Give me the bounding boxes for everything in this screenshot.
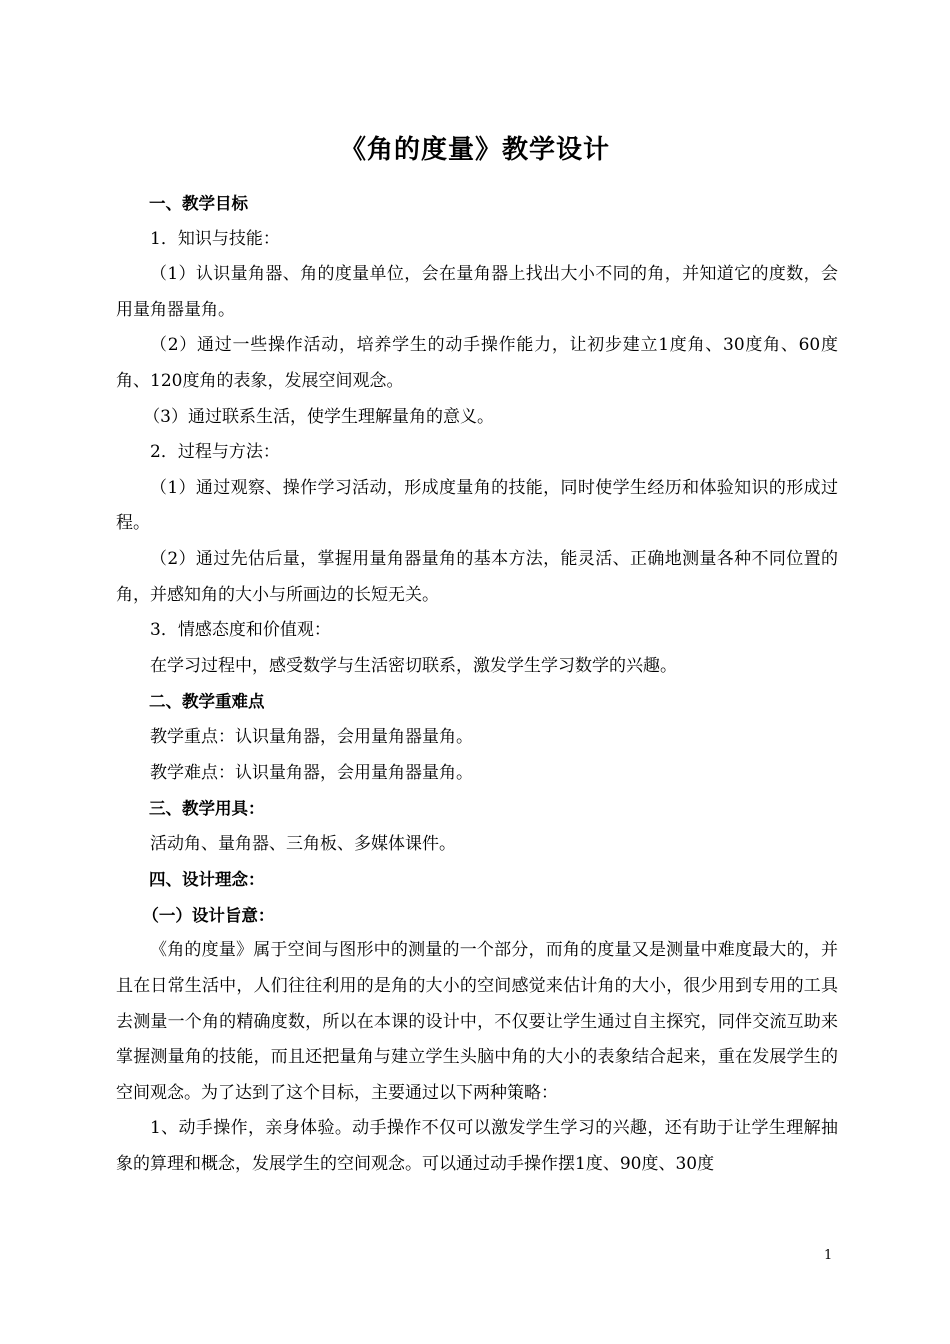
paragraph: （3）通过联系生活，使学生理解量角的意义。 <box>143 406 495 427</box>
section-heading-objectives: 一、教学目标 <box>149 194 248 213</box>
subheading-attitude-values: 3．情感态度和价值观： <box>150 620 331 641</box>
paragraph: （1）通过观察、操作学习活动，形成度量角的技能，同时使学生经历和体验知识的形成过程。 <box>116 477 838 534</box>
subheading-knowledge-skills: 1．知识与技能： <box>150 228 280 249</box>
paragraph: （1）认识量角器、角的度量单位，会在量角器上找出大小不同的角，并知道它的度数，会用量角器量角。 <box>116 264 838 320</box>
paragraph: 1、动手操作，亲身体验。动手操作不仅可以激发学生学习的兴趣，还有助于让学生理解抽象的算理和概念，发展学生的空间观念。可以通过动手操作摆1度、90度、30度 <box>116 1118 838 1175</box>
subheading-process-method: 2．过程与方法： <box>150 442 280 463</box>
subsection-heading-design-intent: （一）设计旨意： <box>142 905 275 925</box>
paragraph: 活动角、量角器、三角板、多媒体课件。 <box>150 833 456 854</box>
paragraph: （2）通过先估后量，掌握用量角器量角的基本方法，能灵活、正确地测量各种不同位置的角，并感知角的大小与所画边的长短无关。 <box>116 548 838 605</box>
document-body <box>116 186 838 1183</box>
paragraph: 教学重点：认识量角器，会用量角器量角。 <box>150 726 473 747</box>
paragraph: （2）通过一些操作活动，培养学生的动手操作能力，让初步建立1度角、30度角、60度角、120度角的表象，发展空间观念。 <box>116 335 838 391</box>
document-title: 《角的度量》教学设计 <box>339 135 610 165</box>
section-heading-key-points: 二、教学重难点 <box>149 692 265 712</box>
paragraph: 教学难点：认识量角器，会用量角器量角。 <box>150 762 473 783</box>
paragraph: 《角的度量》属于空间与图形中的测量的一个部分，而角的度量又是测量中难度最大的，并且在日常生活中，人们往往利用的是角的大小的空间感觉来估计角的大小，很少用到专用的工具去测量一个角的精确度数，所以在本课的设计中，不仅要让学生通过自主探究，同伴交流互助来掌握测量角的技能，而且还把量角与建立学生头脑中角的大小的表象结合起来，重在发展学生的空间观念。为了达到了这个目标，主要通过以下两种策略： <box>116 940 838 1103</box>
section-heading-design-concept: 四、设计理念： <box>149 870 265 890</box>
section-heading-tools: 三、教学用具： <box>149 799 265 819</box>
page-number: 1 <box>824 1248 833 1263</box>
paragraph: 在学习过程中，感受数学与生活密切联系，激发学生学习数学的兴趣。 <box>150 655 677 676</box>
